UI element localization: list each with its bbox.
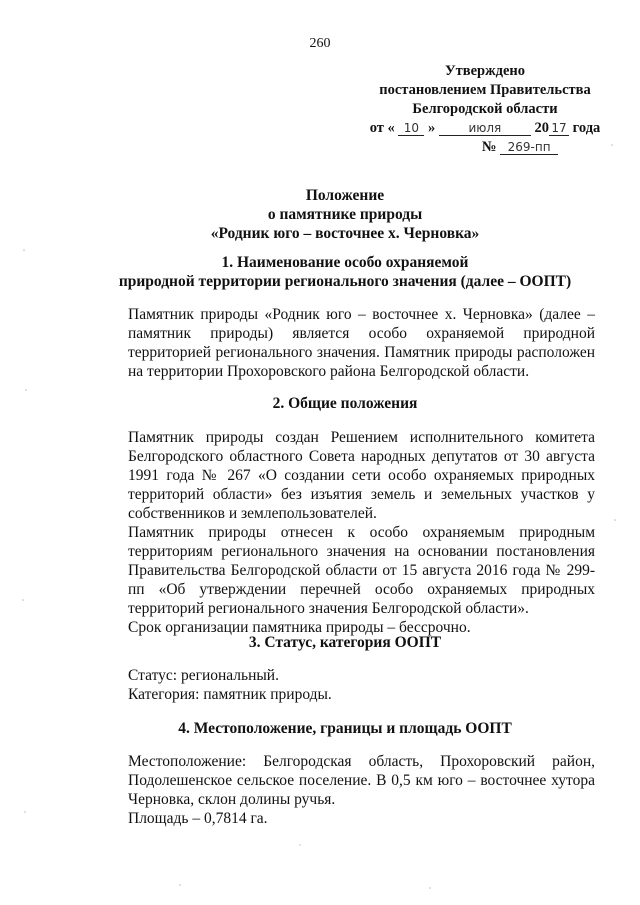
- number-prefix: №: [481, 139, 497, 155]
- date-day: 10: [398, 121, 424, 136]
- section-4-heading: 4. Местоположение, границы и площадь ООПТ: [178, 720, 512, 737]
- section-1-paragraph: [90, 305, 595, 381]
- section-1-heading-line-1: 1. Наименование особо охраняемой: [221, 254, 469, 271]
- year-word: года: [572, 120, 601, 136]
- approval-line-3: Белгородской области: [412, 101, 558, 117]
- section-1-heading: [0, 253, 640, 291]
- year-suffix: 17: [549, 121, 569, 136]
- page-number: 260: [309, 36, 331, 51]
- title-line-1: Положение: [305, 187, 385, 204]
- section-2-paragraph-2: Памятник природы отнесен к особо охраняемым природным территориям регионального значения на основании постановления Правительства Белгородской области от 15 августа 2016 года № 299-пп «Об утверждении перечней особо охраняемых природных территорий регионального значения Белгородской области».: [128, 524, 595, 617]
- date-mid: »: [428, 120, 436, 136]
- area-text: Площадь – 0,7814 га.: [128, 810, 268, 827]
- section-1-heading-line-2: природной территории регионального значения (далее – ООПТ): [118, 273, 572, 290]
- title-line-3: «Родник юго – восточнее х. Черновка»: [210, 225, 480, 242]
- doc-title: [0, 186, 640, 243]
- approval-line-1: Утверждено: [445, 63, 525, 79]
- date-prefix: от «: [369, 120, 395, 136]
- section-3-heading: 3. Статус, категория ООПТ: [248, 634, 442, 651]
- year-prefix: 20: [534, 120, 550, 136]
- status-line: Статус: региональный.: [128, 667, 279, 684]
- title-line-2: о памятнике природы: [267, 206, 423, 223]
- approval-line-2: постановлением Правительства: [379, 82, 591, 98]
- section-4-body: [90, 752, 595, 828]
- section-2-body: [90, 428, 595, 637]
- category-line: Категория: памятник природы.: [128, 686, 332, 703]
- section-1-text: Памятник природы «Родник юго – восточнее х. Черновка» (далее – памятник природы) является особо охраняемой природной территорией регионального значения. Памятник природы расположен на территории Прохоровского района Белгородской области.: [128, 306, 595, 380]
- section-2-paragraph-3: Срок организации памятника природы – бессрочно.: [128, 619, 471, 636]
- approval-number: [360, 138, 610, 157]
- approval-date: [360, 119, 610, 138]
- section-2-heading: 2. Общие положения: [272, 395, 418, 412]
- approval-stamp: [360, 62, 610, 157]
- location-text: Местоположение: Белгородская область, Прохоровский район, Подолешенское сельское поселение. В 0,5 км юго – восточнее хутора Черновка, склон долины ручья.: [128, 753, 595, 808]
- number-value: 269-пп: [500, 140, 558, 155]
- section-2-paragraph-1: Памятник природы создан Решением исполнительного комитета Белгородского областного Совета народных депутатов от 30 августа 1991 года № 267 «О создании сети особо охраняемых природных территорий области» без изъятия земель и земельных участков у собственников и землепользователей.: [128, 429, 595, 522]
- date-month: июля: [439, 121, 531, 136]
